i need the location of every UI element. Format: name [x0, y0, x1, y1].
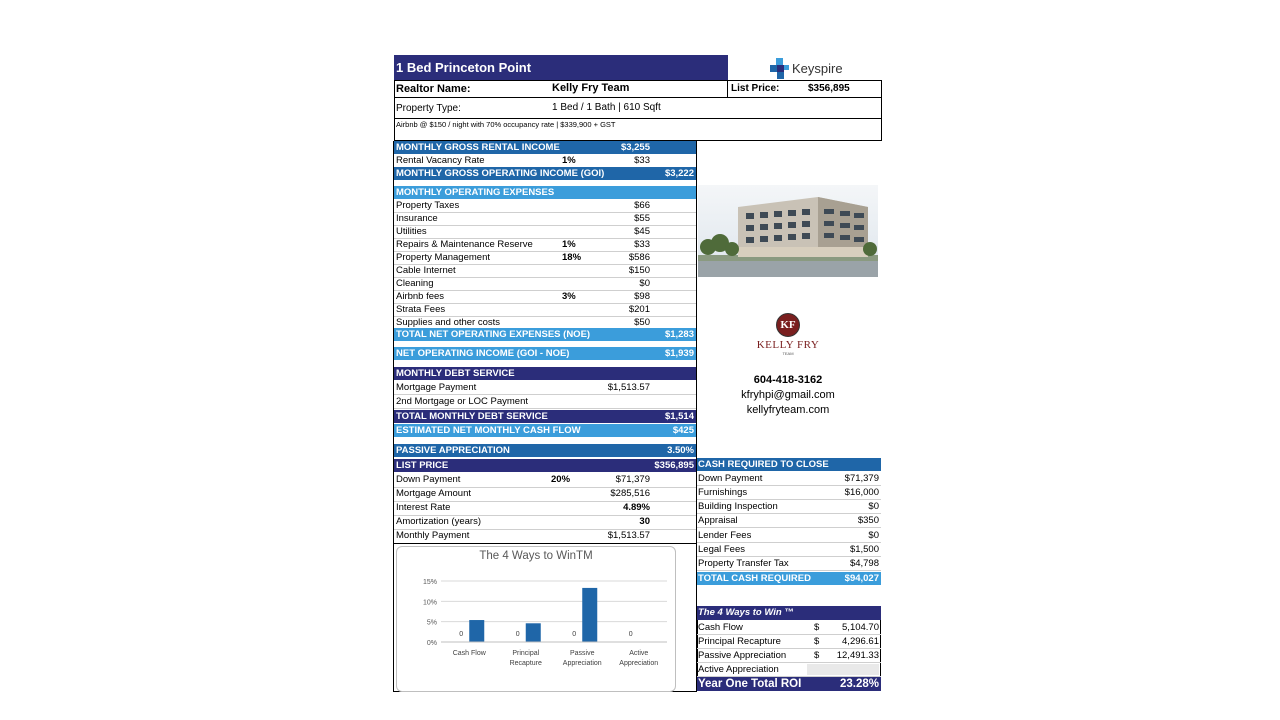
chart-bar — [582, 588, 597, 642]
total-noe-row — [394, 328, 696, 341]
noi-row — [394, 347, 696, 360]
expense-row — [394, 199, 696, 213]
cash-required-row — [697, 500, 881, 514]
chart-title: The 4 Ways to WinTM — [479, 550, 593, 562]
cash-required-label: Lender Fees — [698, 530, 752, 541]
financing-row — [394, 501, 696, 516]
chart-bar — [469, 620, 484, 642]
financing-value: $1,513.57 — [607, 530, 650, 541]
roi-row — [697, 677, 881, 691]
cash-required-label: Furnishings — [698, 487, 748, 498]
realtor-name: Kelly Fry Team — [552, 82, 630, 94]
divider — [394, 97, 882, 98]
total-debt-value: $1,514 — [664, 411, 694, 422]
expense-label: Repairs & Maintenance Reserve — [396, 239, 533, 250]
chart-x-tick-label: Appreciation — [562, 660, 602, 667]
gross-rental-income-row — [394, 141, 696, 154]
cash-required-value: $0 — [868, 501, 879, 512]
four-ways-header: The 4 Ways to Win ™ — [697, 606, 881, 620]
roi-label: Year One Total ROI — [698, 678, 802, 690]
chart-plot — [397, 571, 675, 691]
chart-data-label: 0 — [459, 631, 464, 638]
cash-required-row — [697, 557, 881, 571]
expense-value: $33 — [634, 239, 650, 250]
four-ways-row — [697, 649, 881, 663]
four-ways-chart — [396, 546, 676, 692]
financing-label: Mortgage Amount — [396, 488, 471, 499]
list-price-header-label: LIST PRICE — [396, 460, 449, 471]
vacancy-pct: 1% — [562, 155, 576, 166]
expense-label: Property Taxes — [396, 200, 460, 211]
cash-flow-row — [394, 424, 696, 437]
expense-value: $66 — [634, 200, 650, 211]
financing-label: Down Payment — [396, 474, 461, 485]
financing-value: $71,379 — [615, 474, 650, 485]
expense-row — [394, 290, 696, 304]
second-mortgage-row — [394, 395, 696, 409]
kelly-fry-logo — [756, 313, 820, 357]
financing-row — [394, 515, 696, 530]
goi-row — [394, 167, 696, 180]
expense-value: $50 — [634, 317, 650, 328]
active-appreciation-input[interactable] — [807, 664, 879, 675]
expense-value: $98 — [634, 291, 650, 302]
cash-required-value: $0 — [868, 530, 879, 541]
total-cash-required-value: $94,027 — [844, 573, 879, 584]
operating-expenses-label: MONTHLY OPERATING EXPENSES — [396, 187, 555, 198]
cash-required-value: $16,000 — [844, 487, 879, 498]
chart-data-label: 0 — [572, 631, 577, 638]
roi-value: 23.28% — [839, 678, 879, 690]
keyspire-logo — [770, 58, 850, 80]
financing-value: 4.89% — [623, 502, 650, 513]
chart-x-tick-label: Principal — [512, 650, 540, 657]
expense-pct: 1% — [562, 239, 576, 250]
four-ways-row — [697, 621, 881, 635]
four-ways-value: 4,296.61 — [842, 636, 879, 647]
four-ways-value: 5,104.70 — [842, 622, 879, 633]
expense-label: Cable Internet — [396, 265, 456, 276]
financing-label: Amortization (years) — [396, 516, 481, 527]
goi-value: $3,222 — [664, 168, 694, 179]
expense-label: Insurance — [396, 213, 438, 224]
expense-label: Cleaning — [396, 278, 434, 289]
four-ways-value: 12,491.33 — [836, 650, 879, 661]
kelly-fry-logo-sub: TEAM — [782, 351, 794, 356]
four-ways-label: Active Appreciation — [698, 664, 779, 675]
expense-value: $586 — [628, 252, 650, 263]
cash-required-label: Down Payment — [698, 473, 763, 484]
chart-data-label: 0 — [628, 631, 633, 638]
four-ways-label: Principal Recapture — [698, 636, 781, 647]
financing-row — [394, 473, 696, 488]
contact-website[interactable]: kellyfryteam.com — [746, 404, 830, 416]
total-debt-row — [394, 410, 696, 423]
building-photo — [698, 185, 878, 277]
expense-value: $201 — [628, 304, 650, 315]
financing-value: 30 — [639, 516, 650, 527]
expense-pct: 3% — [562, 291, 576, 302]
list-price-value: $356,895 — [808, 83, 850, 94]
expense-value: $150 — [628, 265, 650, 276]
cash-required-value: $350 — [857, 515, 879, 526]
mortgage-payment-value: $1,513.57 — [607, 382, 650, 393]
mortgage-payment-label: Mortgage Payment — [396, 382, 477, 393]
four-ways-currency: $ — [814, 650, 820, 661]
divider — [394, 118, 882, 119]
passive-appreciation-value: 3.50% — [667, 445, 694, 456]
goi-label: MONTHLY GROSS OPERATING INCOME (GOI) — [396, 168, 605, 179]
contact-phone: 604-418-3162 — [753, 374, 823, 386]
chart-x-tick-label: Recapture — [509, 660, 542, 667]
cash-required-row — [697, 486, 881, 500]
keyspire-logo-text: Keyspire — [792, 61, 843, 76]
list-price-row — [394, 459, 696, 472]
total-debt-label: TOTAL MONTHLY DEBT SERVICE — [396, 411, 548, 422]
expense-row — [394, 238, 696, 252]
property-type-label: Property Type: — [396, 103, 461, 114]
expense-label: Airbnb fees — [396, 291, 445, 302]
expense-row — [394, 212, 696, 226]
kelly-fry-logo-name: KELLY FRY — [756, 339, 820, 351]
four-ways-row — [697, 635, 881, 649]
cash-required-row — [697, 529, 881, 543]
four-ways-label: Cash Flow — [698, 622, 743, 633]
four-ways-currency: $ — [814, 636, 820, 647]
realtor-label: Realtor Name: — [396, 83, 471, 95]
kelly-fry-logo-icon: KF — [776, 313, 800, 337]
chart-data-label: 0 — [515, 631, 520, 638]
listing-note: Airbnb @ $150 / night with 70% occupancy rate | $339,900 + GST — [396, 120, 616, 129]
expense-row — [394, 264, 696, 278]
expense-value: $0 — [639, 278, 650, 289]
cash-required-value: $1,500 — [849, 544, 879, 555]
property-type-value: 1 Bed / 1 Bath | 610 Sqft — [552, 102, 661, 113]
financing-pct: 20% — [551, 474, 571, 485]
passive-appreciation-label: PASSIVE APPRECIATION — [396, 445, 510, 456]
noi-label: NET OPERATING INCOME (GOI - NOE) — [396, 348, 570, 359]
total-cash-required-row — [697, 572, 881, 585]
four-ways-currency: $ — [814, 622, 820, 633]
expense-row — [394, 251, 696, 265]
keyspire-logo-icon — [770, 58, 792, 80]
cash-flow-label: ESTIMATED NET MONTHLY CASH FLOW — [396, 425, 581, 436]
expense-label: Utilities — [396, 226, 427, 237]
expense-row — [394, 303, 696, 317]
cash-required-row — [697, 543, 881, 557]
expense-value: $55 — [634, 213, 650, 224]
gross-rental-income-value: $3,255 — [620, 142, 650, 153]
second-mortgage-label: 2nd Mortgage or LOC Payment — [396, 396, 529, 407]
gross-rental-income-label: MONTHLY GROSS RENTAL INCOME — [396, 142, 560, 153]
debt-service-label: MONTHLY DEBT SERVICE — [396, 368, 515, 379]
vacancy-row — [394, 154, 696, 168]
chart-x-tick-label: Appreciation — [619, 660, 659, 667]
four-ways-row — [697, 663, 881, 677]
chart-y-tick-label: 15% — [422, 579, 437, 586]
operating-expenses-header — [394, 186, 696, 199]
expense-value: $45 — [634, 226, 650, 237]
total-cash-required-label: TOTAL CASH REQUIRED — [698, 573, 811, 584]
financing-value: $285,516 — [610, 488, 650, 499]
total-noe-label: TOTAL NET OPERATING EXPENSES (NOE) — [396, 329, 591, 340]
cash-required-value: $4,798 — [849, 558, 879, 569]
chart-y-tick-label: 10% — [422, 599, 437, 607]
financing-label: Monthly Payment — [396, 530, 470, 541]
page-title: 1 Bed Princeton Point — [394, 55, 728, 80]
expense-row — [394, 225, 696, 239]
vacancy-value: $33 — [634, 155, 650, 166]
expense-label: Property Management — [396, 252, 490, 263]
cash-required-label: Property Transfer Tax — [698, 558, 789, 569]
expense-row — [394, 277, 696, 291]
expense-label: Supplies and other costs — [396, 317, 501, 328]
four-ways-label: Passive Appreciation — [698, 650, 787, 661]
chart-bar — [526, 623, 541, 642]
vacancy-label: Rental Vacancy Rate — [396, 155, 485, 166]
cash-required-row — [697, 514, 881, 528]
financing-label: Interest Rate — [396, 502, 451, 513]
financing-row — [394, 529, 696, 544]
chart-x-tick-label: Passive — [569, 650, 595, 657]
expense-pct: 18% — [562, 252, 582, 263]
chart-y-tick-label: 5% — [426, 619, 437, 627]
list-price-header-value: $356,895 — [654, 460, 694, 471]
cash-required-header: CASH REQUIRED TO CLOSE — [697, 458, 881, 471]
cash-required-row — [697, 472, 881, 486]
expense-label: Strata Fees — [396, 304, 446, 315]
cash-flow-value: $425 — [672, 425, 694, 436]
divider — [727, 80, 728, 97]
financing-row — [394, 487, 696, 502]
cash-required-label: Legal Fees — [698, 544, 746, 555]
chart-x-tick-label: Active — [629, 650, 649, 657]
chart-y-tick-label: 0% — [426, 640, 437, 647]
contact-email[interactable]: kfryhpi@gmail.com — [741, 389, 835, 401]
debt-service-header — [394, 367, 696, 380]
cash-required-label: Building Inspection — [698, 501, 778, 512]
cash-required-value: $71,379 — [844, 473, 879, 484]
mortgage-payment-row — [394, 381, 696, 395]
passive-appreciation-row — [394, 444, 696, 457]
list-price-label: List Price: — [731, 83, 780, 94]
total-noe-value: $1,283 — [664, 329, 694, 340]
cash-required-label: Appraisal — [698, 515, 738, 526]
noi-value: $1,939 — [664, 348, 694, 359]
chart-x-tick-label: Cash Flow — [452, 650, 486, 657]
